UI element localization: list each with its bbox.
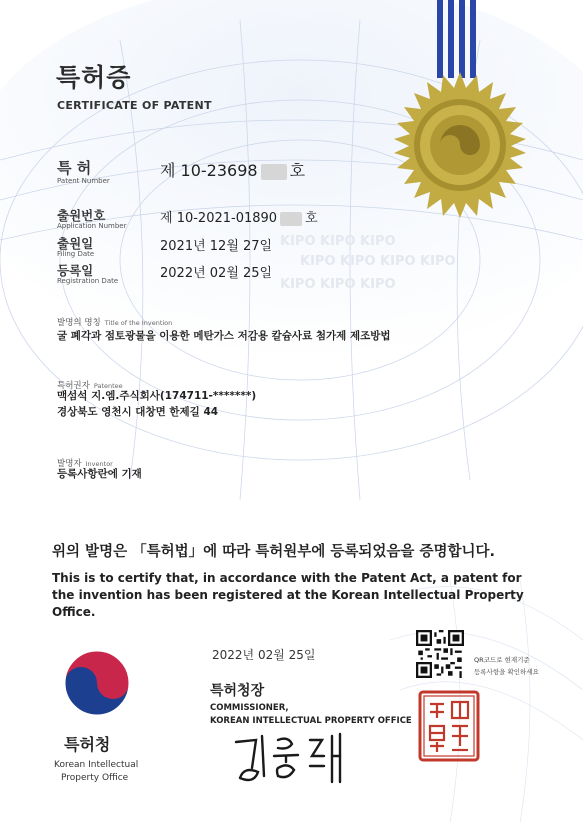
application-number-label-en: Application Number bbox=[57, 222, 127, 230]
ribbon-stripe-2 bbox=[448, 0, 454, 78]
filing-date-label: 출원일 bbox=[57, 236, 94, 251]
invention-title-label-en: Title of the Invention bbox=[104, 319, 173, 327]
inventor-value: 등록사항란에 기재 bbox=[57, 468, 142, 480]
inventor-label-en: Inventor bbox=[85, 460, 113, 468]
patentee-address: 경상북도 영천시 대창면 한제길 44 bbox=[57, 406, 219, 418]
certification-statement-ko: 위의 발명은 「특허법」에 따라 특허원부에 등록되었음을 증명합니다. bbox=[52, 544, 495, 560]
certificate-subtitle: CERTIFICATE OF PATENT bbox=[57, 99, 212, 112]
patentee-label-en: Patentee bbox=[93, 382, 123, 390]
filing-date-label-en: Filing Date bbox=[57, 250, 95, 258]
patentee-label: 특허권자 bbox=[57, 381, 90, 391]
registration-date-label: 등록일 bbox=[57, 263, 94, 278]
kipo-logo-icon bbox=[62, 648, 132, 718]
certificate-title: 특허증 bbox=[56, 63, 132, 92]
official-red-stamp bbox=[418, 690, 480, 762]
agency-name-ko: 특허청 bbox=[64, 735, 111, 754]
patent-number-suffix: 호 bbox=[289, 161, 306, 180]
application-number-value bbox=[160, 207, 318, 226]
commissioner-title-en-2: KOREAN INTELLECTUAL PROPERTY OFFICE bbox=[210, 716, 412, 726]
ribbon-stripe-1 bbox=[437, 0, 443, 78]
patent-number-prefix: 제 10-23698 bbox=[160, 161, 258, 180]
registration-date-label-en: Registration Date bbox=[57, 277, 119, 285]
patentee-name: 맥섬석 지.엠.주식회사(174711-*******) bbox=[57, 390, 257, 402]
gold-seal-icon bbox=[385, 70, 535, 220]
application-number-label: 출원번호 bbox=[57, 208, 106, 223]
patent-number-label: 특 허 bbox=[57, 159, 92, 177]
commissioner-title-en-1: COMMISSIONER, bbox=[210, 703, 289, 713]
redacted-mark bbox=[261, 164, 287, 180]
invention-title-value: 굴 폐각과 점토광물을 이용한 메탄가스 저감용 칼슘사료 첨가제 제조방법 bbox=[57, 330, 391, 342]
certification-statement-en: This is to certify that, in accordance with the Patent Act, a patent for the invention has been registered at the Korean Intellectual Property Office. bbox=[52, 571, 524, 619]
qr-note-line-2: 등록사항을 확인하세요 bbox=[474, 668, 539, 676]
application-number-suffix: 호 bbox=[305, 211, 318, 226]
svg-text:KIPO KIPO KIPO: KIPO KIPO KIPO bbox=[280, 277, 396, 292]
ribbon-stripe-3 bbox=[459, 0, 465, 78]
qr-code[interactable] bbox=[416, 630, 464, 678]
application-number-prefix: 제 10-2021-01890 bbox=[160, 211, 278, 226]
agency-name-en-2: Property Office bbox=[61, 773, 129, 783]
commissioner-signature bbox=[232, 728, 352, 788]
invention-title-label: 발명의 명칭 bbox=[57, 318, 101, 328]
svg-text:KIPO KIPO KIPO KIPO: KIPO KIPO KIPO KIPO bbox=[300, 254, 456, 269]
inventor-label: 발명자 bbox=[57, 459, 82, 469]
qr-note-line-1: QR코드로 현재기준 bbox=[474, 656, 530, 664]
filing-date-value: 2021년 12월 27일 bbox=[160, 239, 273, 254]
commissioner-title: 특허청장 bbox=[210, 683, 265, 699]
patent-number-label-en: Patent Number bbox=[57, 177, 110, 185]
registration-date-value: 2022년 02월 25일 bbox=[160, 266, 273, 281]
patent-number-value bbox=[160, 158, 305, 181]
agency-name-en-1: Korean Intellectual bbox=[54, 760, 139, 770]
redacted-mark bbox=[280, 212, 302, 226]
ribbon-stripe-4 bbox=[470, 0, 476, 78]
svg-text:KIPO KIPO KIPO: KIPO KIPO KIPO bbox=[280, 234, 396, 249]
invention-title-header bbox=[57, 310, 172, 329]
issue-date: 2022년 02월 25일 bbox=[212, 648, 316, 662]
